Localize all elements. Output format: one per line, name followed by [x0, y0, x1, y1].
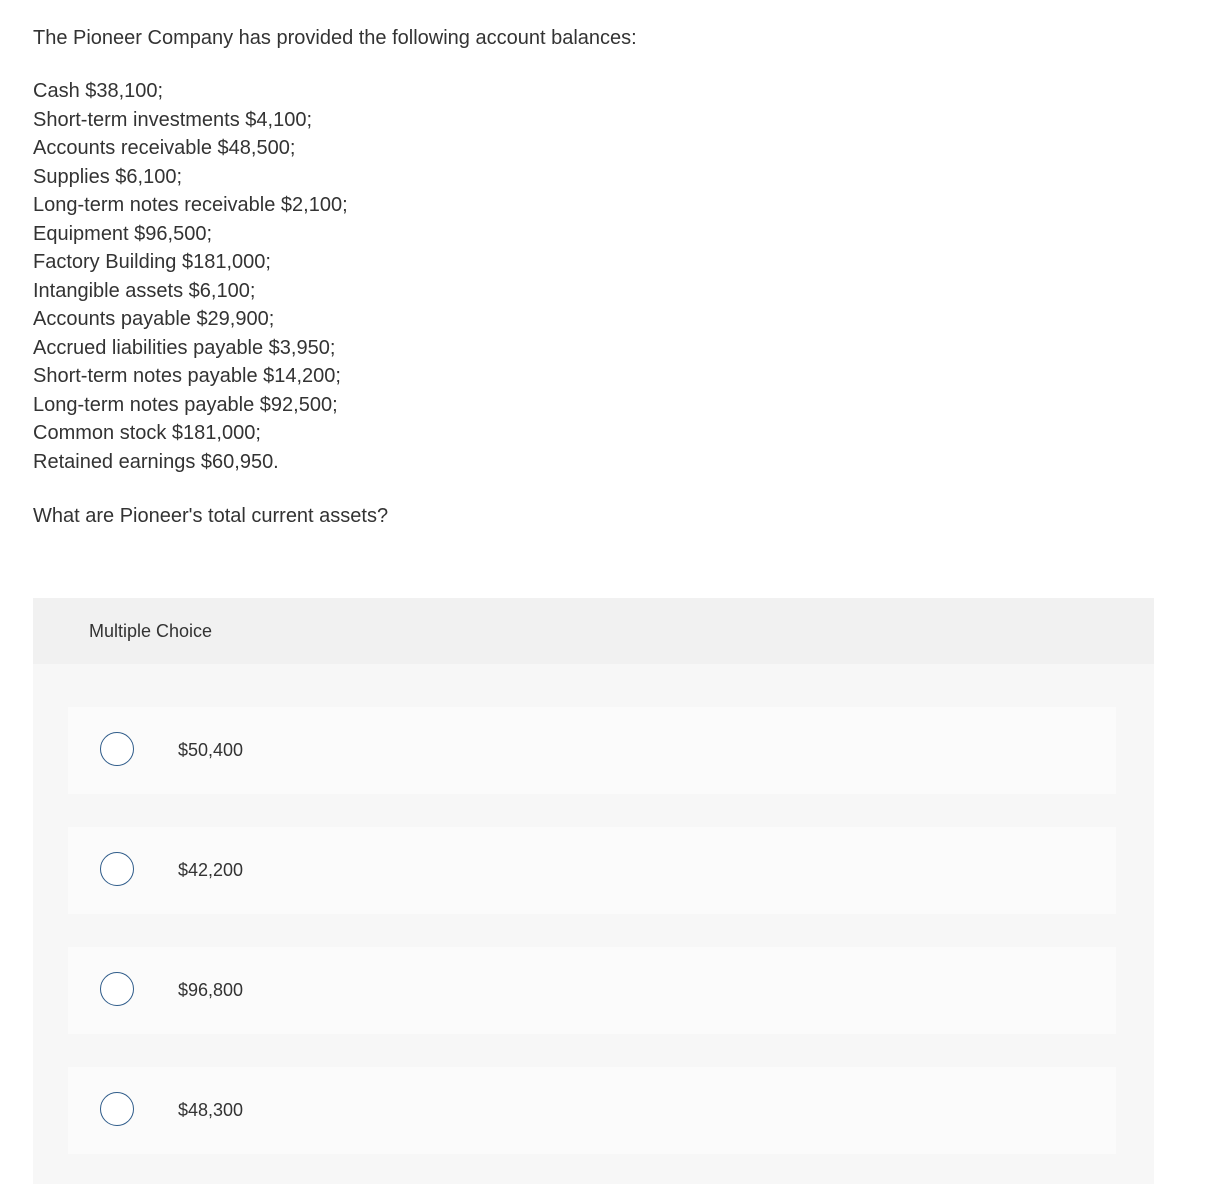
- balance-item: Long-term notes receivable $2,100;: [33, 194, 348, 216]
- answer-option-3[interactable]: [68, 947, 1116, 1034]
- balance-item: Intangible assets $6,100;: [33, 279, 256, 302]
- balance-item: Factory Building $181,000;: [33, 251, 271, 273]
- balance-item: Accounts receivable $48,500;: [33, 137, 296, 159]
- multiple-choice-panel: [33, 598, 1154, 1184]
- balance-item: Short-term notes payable $14,200;: [33, 365, 341, 387]
- answer-option-label[interactable]: $50,400: [178, 740, 244, 760]
- radio-button-icon[interactable]: [100, 972, 134, 1006]
- radio-button-icon[interactable]: [100, 1092, 134, 1126]
- question-intro: The Pioneer Company has provided the following account balances:: [33, 27, 637, 49]
- balance-item: Accrued liabilities payable $3,950;: [33, 336, 336, 359]
- balance-item: Long-term notes payable $92,500;: [33, 393, 338, 416]
- balance-item: Equipment $96,500;: [33, 222, 213, 245]
- answer-option-1[interactable]: [68, 707, 1116, 794]
- account-balances-list: [33, 77, 348, 476]
- balance-item: Cash $38,100;: [33, 80, 164, 102]
- balance-item: Accounts payable $29,900;: [33, 308, 275, 330]
- answer-option-label[interactable]: $42,200: [178, 860, 244, 880]
- radio-button-icon[interactable]: [100, 732, 134, 766]
- radio-button-icon[interactable]: [100, 852, 134, 886]
- answer-option-label[interactable]: $96,800: [178, 980, 244, 1000]
- answer-option-2[interactable]: [68, 827, 1116, 914]
- question-prompt: What are Pioneer's total current assets?: [33, 505, 389, 527]
- balance-item: Common stock $181,000;: [33, 422, 261, 444]
- balance-item: Retained earnings $60,950.: [33, 450, 279, 473]
- answer-option-4[interactable]: [68, 1067, 1116, 1154]
- answer-option-label[interactable]: $48,300: [178, 1100, 244, 1120]
- answer-options: [68, 707, 1116, 1184]
- balance-item: Short-term investments $4,100;: [33, 108, 313, 131]
- multiple-choice-label: Multiple Choice: [89, 621, 213, 641]
- multiple-choice-header: [33, 598, 1154, 664]
- balance-item: Supplies $6,100;: [33, 165, 183, 188]
